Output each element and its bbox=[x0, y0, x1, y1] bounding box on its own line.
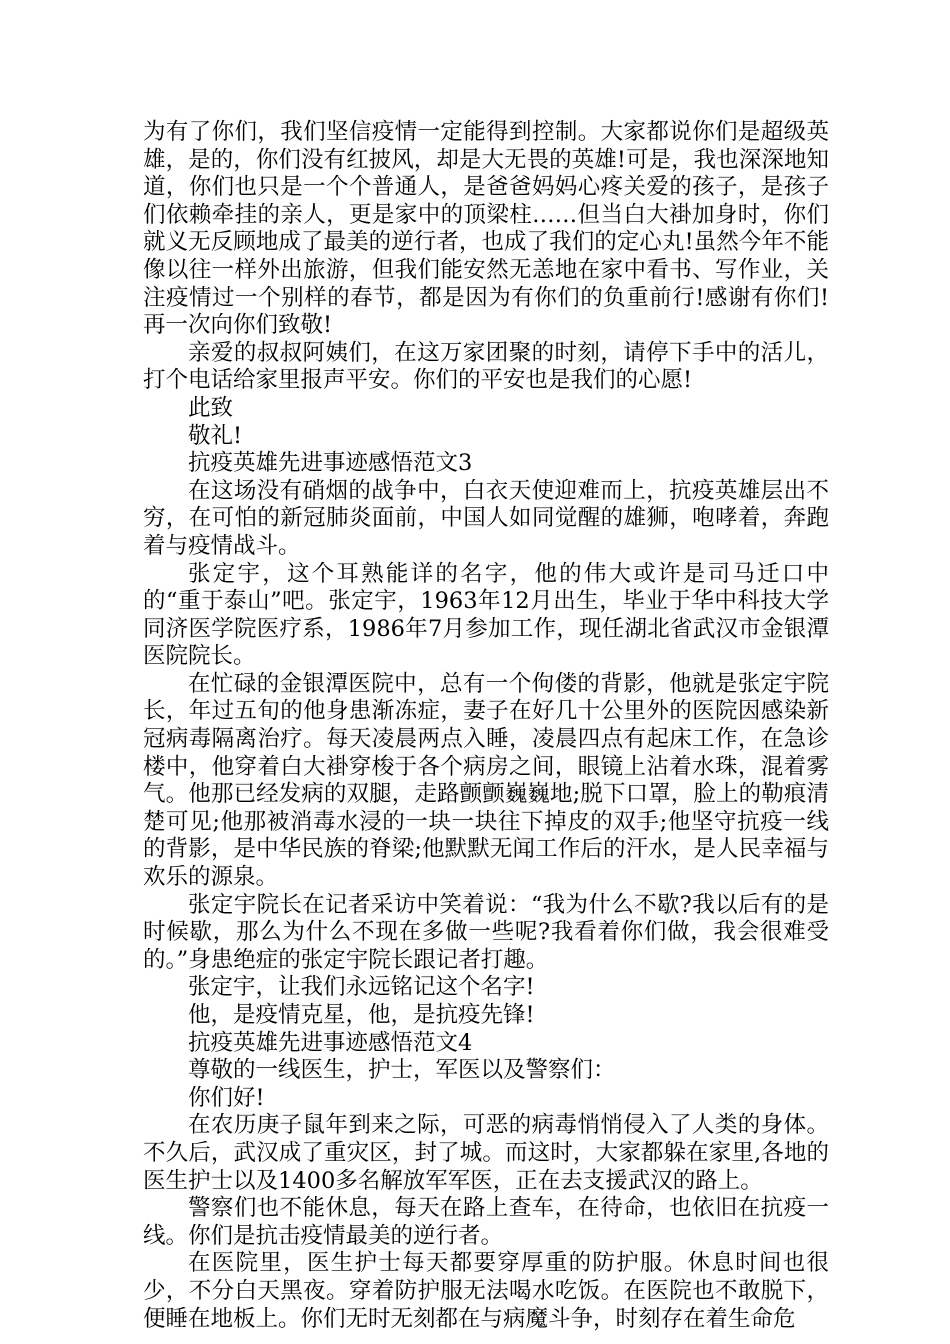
paragraph-5: 在忙碌的金银潭医院中，总有一个佝偻的背影，他就是张定宇院长，年过五旬的他身患渐冻症，妻子在好几十公里外的医院因感染新冠病毒隔离治疗。每天凌晨两点入睡，凌晨四点有起床工作，在急诊楼中，他穿着白大褂穿梭于各个病房之间，眼镜上沾着水珠，混着雾气。他那已经发病的双腿，走路颤颤巍巍地;脱下口罩，脸上的勒痕清楚可见;他那被消毒水浸的一块一块往下掉皮的双手;他坚守抗疫一线的背影，是中华民族的脊梁;他默默无闻工作后的汗水，是人民幸福与欢乐的源泉。 bbox=[143, 670, 829, 891]
section-heading-3: 抗疫英雄先进事迹感悟范文3 bbox=[188, 450, 473, 477]
paragraph-4: 张定宇，这个耳熟能详的名字，他的伟大或许是司马迁口中的“重于泰山”吧。张定宇，1963年12月出生，毕业于华中科技大学同济医学院医疗系，1986年7月参加工作，现任湖北省武汉市金银潭医院院长。 bbox=[143, 560, 829, 670]
paragraph-9: 在农历庚子鼠年到来之际，可恶的病毒悄悄侵入了人类的身体。不久后，武汉成了重灾区，封了城。而这时，大家都躲在家里,各地的医生护士以及1400多名解放军军医，正在去支援武汉的路上。 bbox=[143, 1112, 829, 1194]
paragraph-3: 在这场没有硝烟的战争中，白衣天使迎难而上，抗疫英雄层出不穷，在可怕的新冠肺炎面前，中国人如同觉醒的雄狮，咆哮着，奔跑着与疫情战斗。 bbox=[143, 477, 829, 559]
section-heading-4: 抗疫英雄先进事迹感悟范文4 bbox=[188, 1029, 473, 1056]
letter-greeting: 你们好! bbox=[188, 1084, 265, 1111]
letter-closing-2: 敬礼! bbox=[188, 422, 243, 449]
paragraph-10: 警察们也不能休息，每天在路上查车，在待命，也依旧在抗疫一线。你们是抗击疫情最美的逆行者。 bbox=[143, 1195, 829, 1249]
paragraph-7: 张定宇，让我们永远铭记这个名字! bbox=[188, 974, 535, 1001]
paragraph-6: 张定宇院长在记者采访中笑着说：“我为什么不歇?我以后有的是时候歇，那么为什么不现在多做一些呢?我看着你们做，我会很难受的。”身患绝症的张定宇院长跟记者打趣。 bbox=[143, 891, 829, 973]
paragraph-8: 他，是疫情克星，他，是抗疫先锋! bbox=[188, 1002, 535, 1028]
letter-closing-1: 此致 bbox=[188, 394, 234, 421]
paragraph-2: 亲爱的叔叔阿姨们，在这万家团聚的时刻，请停下手中的活儿，打个电话给家里报声平安。你们的平安也是我们的心愿! bbox=[143, 339, 829, 394]
document-page bbox=[143, 119, 829, 1333]
paragraph-1-continued: 为有了你们，我们坚信疫情一定能得到控制。大家都说你们是超级英雄，是的，你们没有红披风，却是大无畏的英雄!可是，我也深深地知道，你们也只是一个个普通人，是爸爸妈妈心疼关爱的孩子，是孩子们依赖牵挂的亲人，更是家中的顶梁柱……但当白大褂加身时，你们就义无反顾地成了最美的逆行者，也成了我们的定心丸!虽然今年不能像以往一样外出旅游，但我们能安然无恙地在家中看书、写作业，关注疫情过一个别样的春节，都是因为有你们的负重前行!感谢有你们!再一次向你们致敬! bbox=[143, 119, 829, 339]
letter-salutation: 尊敬的一线医生，护士，军医以及警察们： bbox=[188, 1057, 616, 1084]
paragraph-11: 在医院里，医生护士每天都要穿厚重的防护服。休息时间也很少，不分白天黑夜。穿着防护服无法喝水吃饭。在医院也不敢脱下，便睡在地板上。你们无时无刻都在与病魔斗争，时刻存在着生命危 bbox=[143, 1250, 829, 1332]
